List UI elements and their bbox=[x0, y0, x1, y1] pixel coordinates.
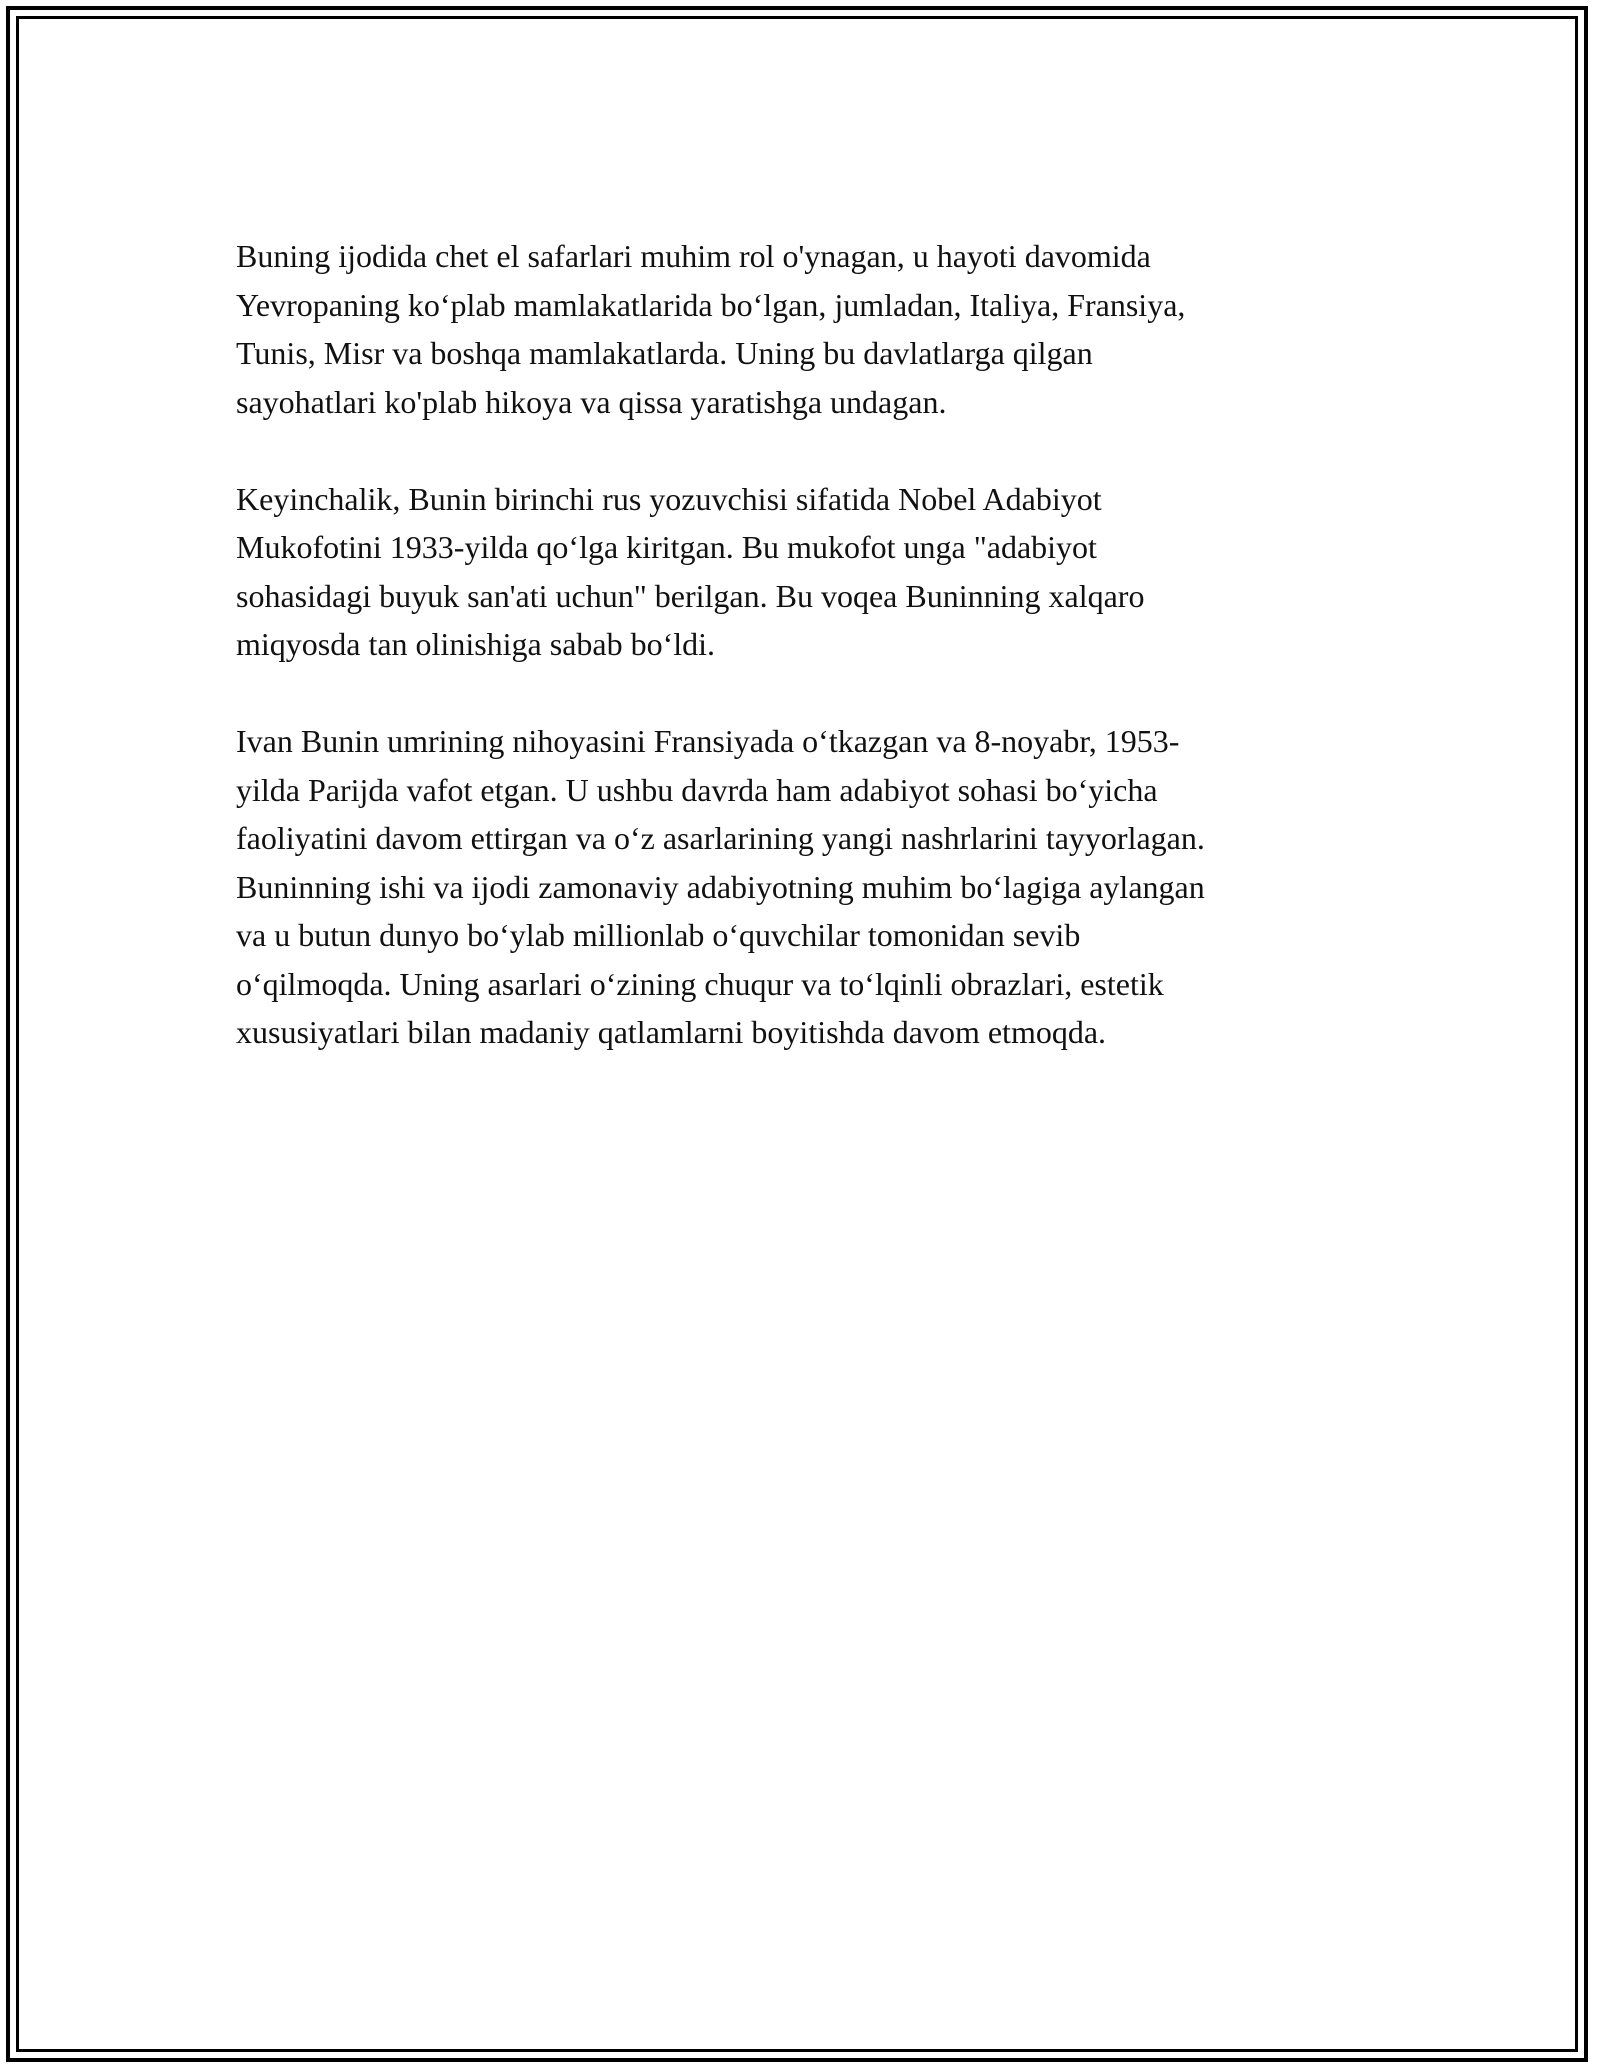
document-body bbox=[236, 232, 1366, 1057]
paragraph-foreign-travels: Buning ijodida chet el safarlari muhim rol o'ynagan, u hayoti davomida Yevropaning ko‘plab mamlakatlarida bo‘lgan, jumladan, Italiya, Fransiya, Tunis, Misr va boshqa mamlakatlarda. Uning bu davlatlarga qilgan sayohatlari ko'plab hikoya va qissa yaratishga undagan. bbox=[236, 238, 1186, 420]
paragraph-nobel-prize: Keyinchalik, Bunin birinchi rus yozuvchisi sifatida Nobel Adabiyot Mukofotini 1933-yilda qo‘lga kiritgan. Bu mukofot unga "adabiyot sohasidagi buyuk san'ati uchun" berilgan. Bu voqea Buninning xalqaro miqyosda tan olinishiga sabab bo‘ldi. bbox=[236, 480, 1145, 662]
paragraph-later-life: Ivan Bunin umrining nihoyasini Fransiyada o‘tkazgan va 8-noyabr, 1953- yilda Parijda vafot etgan. U ushbu davrda ham adabiyot sohasi bo‘yicha faoliyatini davom ettirgan va o‘z asarlarining yangi nashrlarini tayyorlagan. Buninning ishi va ijodi zamonaviy adabiyotning muhim bo‘lagiga aylangan va u butun dunyo bo‘ylab millionlab o‘quvchilar tomonidan sevib o‘qilmoqda. Uning asarlari o‘zining chuqur va to‘lqinli obrazlari, estetik xususiyatlari bilan madaniy qatlamlarni boyitishda davom etmoqda. bbox=[236, 723, 1205, 1050]
